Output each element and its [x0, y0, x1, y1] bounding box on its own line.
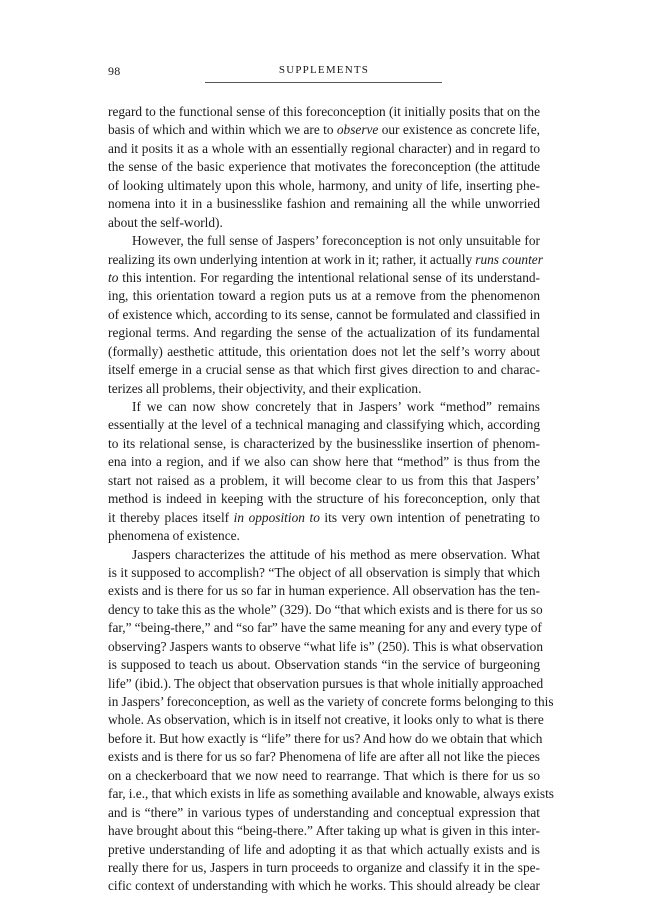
text-line: really there for us, Jaspers in turn proceeds to organize and classify it in the spe- [108, 859, 540, 875]
text-line: observing? Jaspers wants to observe “what life is” (250). This is what observation [108, 638, 544, 654]
paragraph [108, 232, 543, 398]
text-line: and is “there” in various types of understanding and conceptual expression that [108, 804, 540, 820]
text-line: However, the full sense of Jaspers’ foreconception is not only unsuitable for [132, 233, 540, 249]
text-line: regard to the functional sense of this foreconception (it initially posits that on the [108, 104, 540, 119]
text-line: before it. But how exactly is “life” there for us? And how do we obtain that which [108, 730, 543, 746]
text-line: about the self-world). [108, 214, 223, 230]
text-line: of looking ultimately upon this whole, harmony, and unity of life, inserting phe- [108, 177, 540, 193]
paragraph [108, 103, 540, 232]
text-line: method is indeed in keeping with the structure of his foreconception, only that [108, 491, 540, 507]
italic-text: observe [336, 122, 379, 138]
text-line: cific context of understanding with which he works. This should already be clear [108, 878, 540, 894]
page-number: 98 [108, 64, 121, 78]
text-line: whole. As observation, which is in itself not creative, it looks only to what is there [108, 712, 544, 728]
text-line: pretive understanding of life and adopting it as that which actually exists and is [108, 841, 540, 857]
text-line: ing, this orientation toward a region puts us at a remove from the phenomenon [108, 288, 540, 304]
text-line: far, i.e., that which exists in life as something available and knowable, always exists [108, 786, 554, 802]
text-line: terizes all problems, their objectivity, and their explication. [108, 380, 422, 396]
italic-text: runs counter [475, 251, 543, 267]
running-head: SUPPLEMENTS [278, 64, 370, 76]
text-line: to this intention. For regarding the intentional relational sense of its understand- [108, 269, 540, 285]
body-text [108, 103, 554, 896]
text-line: Jaspers characterizes the attitude of his method as mere observation. What [132, 546, 540, 562]
text-line: is it supposed to accomplish? “The object of all observation is simply that which [108, 564, 540, 580]
text-line: it thereby places itself in opposition to its very own intention of penetrating to [108, 509, 540, 525]
text-line: ena into a region, and if we also can show here that “method” is thus from the [108, 454, 540, 470]
text-line: exists and is there for us so far? Phenomena of life are after all not like the pieces [108, 749, 540, 765]
text-line: in Jaspers’ foreconception, as well as the variety of concrete forms belonging to this [108, 694, 554, 709]
text-line: phenomena of existence. [108, 528, 240, 544]
text-line: have brought about this “being-there.” After taking up what is given in this inter- [108, 823, 540, 839]
text-line: life” (ibid.). The object that observation pursues is that whole initially approached [108, 675, 544, 691]
text-line: of existence which, according to its sense, cannot be formulated and classified in [108, 306, 540, 322]
text-line: basis of which and within which we are to observe our existence as concrete life, [108, 122, 541, 138]
text-line: to its relational sense, is characterized by the businesslike insertion of phenom- [108, 435, 540, 451]
paragraph [108, 398, 540, 546]
text-line: itself emerge in a crucial sense as that which first gives direction to and charac- [108, 362, 540, 378]
italic-text: to [108, 269, 119, 285]
paragraph [108, 546, 554, 896]
text-line: on a checkerboard that we now need to rearrange. That which is there for us so [108, 767, 540, 783]
text-line: (formally) aesthetic attitude, this orientation does not let the self’s worry about [108, 343, 540, 359]
page-header [108, 64, 540, 82]
text-line: dency to take this as the whole” (329). Do “that which exists and is there for us so [108, 601, 543, 617]
text-line: If we can now show concretely that in Jaspers’ work “method” remains [132, 399, 540, 414]
text-line: essentially at the level of a technical managing and classifying which, according [108, 417, 540, 433]
text-line: the sense of the basic experience that motivates the foreconception (the attitude [108, 159, 540, 175]
text-line: regional terms. And regarding the sense of the actualization of its fundamental [108, 325, 540, 341]
italic-text: in opposition to [233, 509, 320, 525]
text-line: start not raised as a problem, it will become clear to us from this that Jaspers’ [108, 472, 540, 488]
text-line: realizing its own underlying intention at work in it; rather, it actually runs counter [108, 251, 543, 267]
text-line: far,” “being-there,” and “so far” have the same meaning for any and every type of [108, 620, 542, 636]
text-line: and it posits it as a whole with an essentially regional character) and in regard to [108, 140, 540, 156]
text-line: exists and is there for us so far in human experience. All observation has the ten- [108, 583, 540, 599]
text-line: nomena into it in a businesslike fashion and remaining all the while unworried [108, 196, 540, 212]
text-line: is supposed to teach us about. Observation stands “in the service of burgeoning [108, 657, 540, 673]
header-rule [205, 82, 442, 83]
